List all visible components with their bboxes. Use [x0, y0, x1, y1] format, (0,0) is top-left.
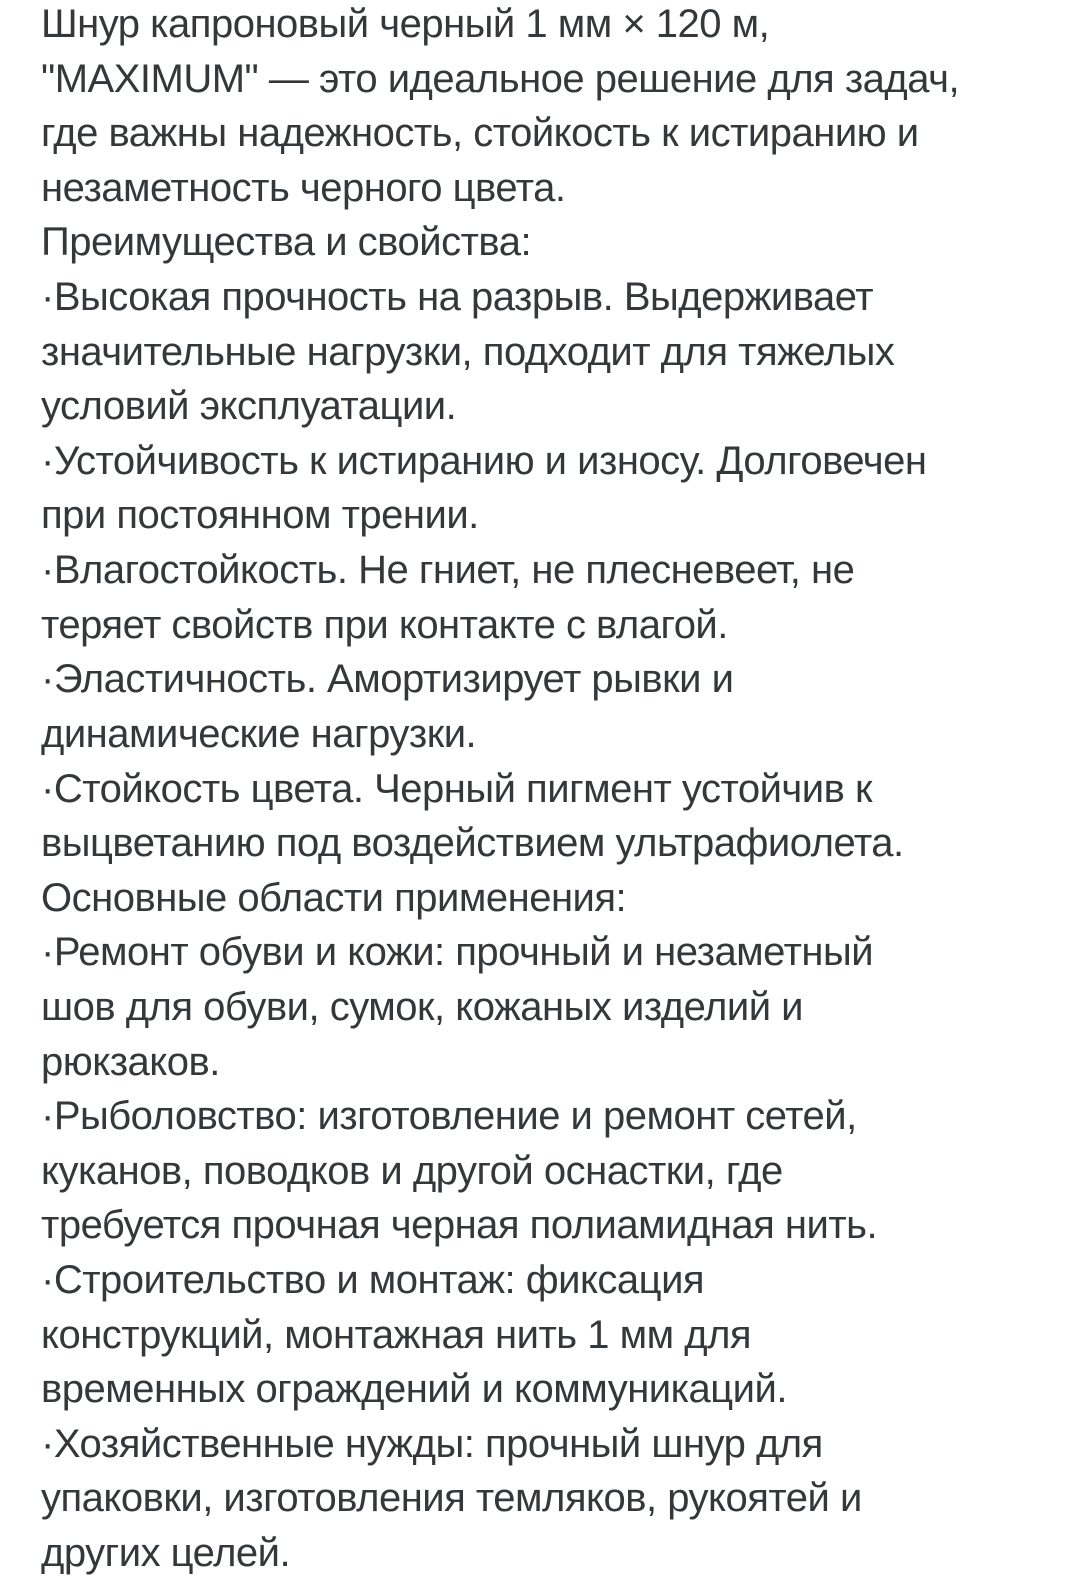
text-line: рюкзаков. [41, 1039, 220, 1084]
text-line: условий эксплуатации. [41, 384, 457, 429]
text-line: ·Высокая прочность на разрыв. Выдерживает [41, 275, 874, 320]
text-line: Преимущества и свойства: [41, 220, 532, 265]
text-line: ·Ремонт обуви и кожи: прочный и незаметный [41, 930, 874, 975]
text-line: шов для обуви, сумок, кожаных изделий и [41, 984, 804, 1029]
text-line: конструкций, монтажная нить 1 мм для [41, 1312, 752, 1357]
text-line: ·Стойкость цвета. Черный пигмент устойчив к [41, 766, 872, 811]
text-line: теряет свойств при контакте с влагой. [41, 602, 728, 647]
text-line: динамические нагрузки. [41, 711, 477, 756]
text-line: куканов, поводков и другой оснастки, где [41, 1148, 783, 1193]
text-line: ·Рыболовство: изготовление и ремонт сетей, [41, 1094, 857, 1139]
text-line: ·Хозяйственные нужды: прочный шнур для [41, 1421, 823, 1466]
text-line: ·Устойчивость к истиранию и износу. Долговечен [41, 438, 927, 483]
text-line: упаковки, изготовления темляков, рукоятей и [41, 1476, 862, 1521]
text-line: ·Эластичность. Амортизирует рывки и [41, 657, 734, 702]
text-line: где важны надежность, стойкость к истиранию и [41, 111, 919, 156]
text-line: ·Влагостойкость. Не гниет, не плесневеет, не [41, 548, 855, 593]
text-line: при постоянном трении. [41, 493, 479, 538]
text-line: значительные нагрузки, подходит для тяжелых [41, 329, 895, 374]
text-line: незаметность черного цвета. [41, 165, 566, 210]
text-line: Основные области применения: [41, 875, 627, 920]
text-line: Шнур капроновый черный 1 мм × 120 м, [41, 2, 770, 46]
text-line: выцветанию под воздействием ультрафиолета. [41, 821, 904, 866]
text-line: ·Строительство и монтаж: фиксация [41, 1258, 705, 1303]
text-line: временных ограждений и коммуникаций. [41, 1367, 787, 1412]
text-line: "MAXIMUM" — это идеальное решение для задач, [41, 56, 960, 101]
text-line: других целей. [41, 1531, 291, 1576]
text-line: требуется прочная черная полиамидная нить. [41, 1203, 878, 1248]
